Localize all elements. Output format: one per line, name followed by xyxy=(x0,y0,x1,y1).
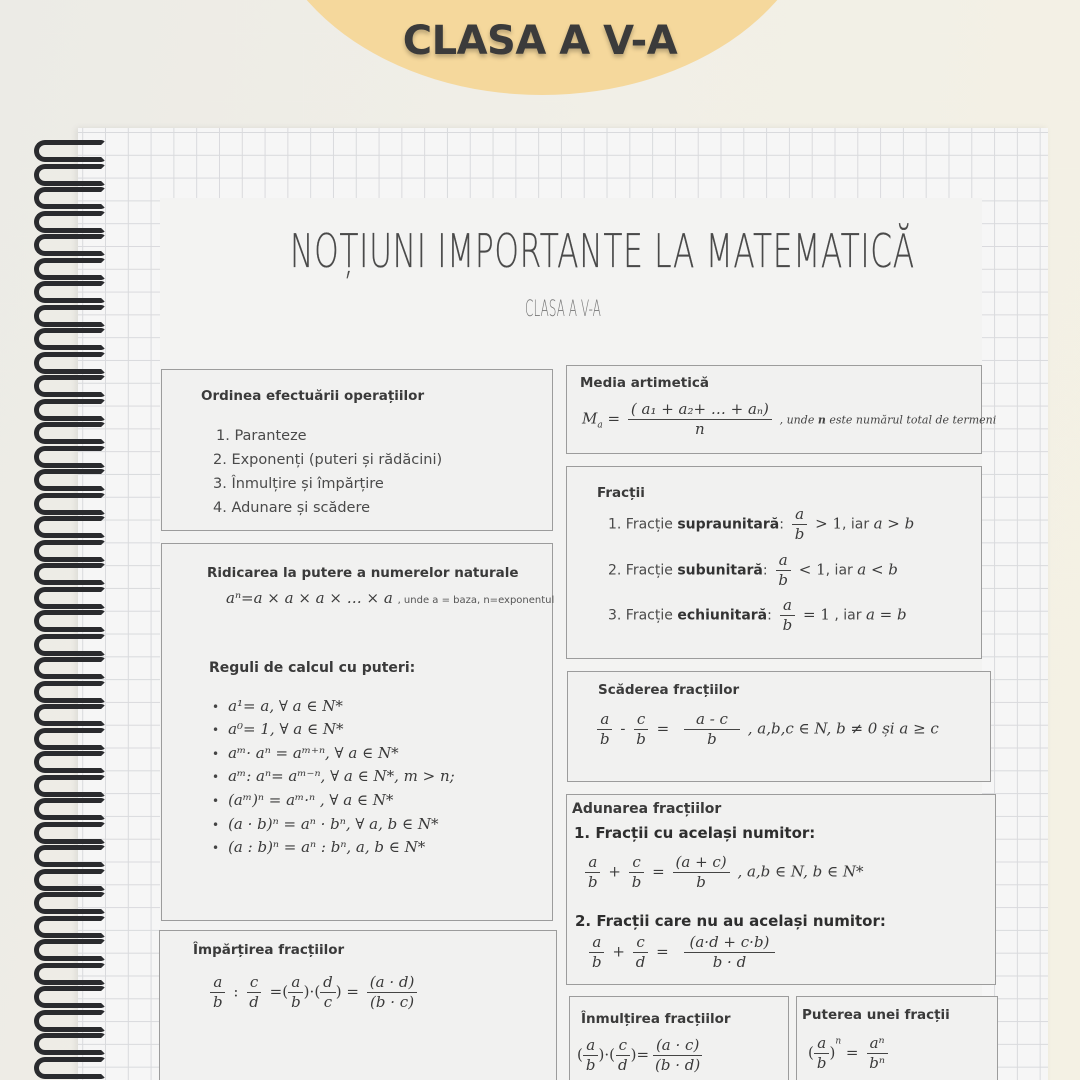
spiral-coil xyxy=(34,822,106,844)
addition-case2-formula: $\frac{a}{b}$ + $\frac{c}{d}$ = $\frac{(a\cdot d + c\cdot b)}{b \cdot d}$ xyxy=(586,933,778,972)
mean-fraction: $\frac{\text{( a₁ + a₂+ … + aₙ)}}{n}$ xyxy=(628,400,772,439)
fraction-type-proper: 2. Fracție subunitară: $\frac{a}{b}$ < 1, iar a < b xyxy=(608,551,898,589)
addition-heading: Adunarea fracțiilor xyxy=(572,801,722,817)
division-heading: Împărțirea fracțiilor xyxy=(193,942,345,958)
spiral-coil xyxy=(34,869,106,891)
spiral-coil xyxy=(34,1033,106,1055)
spiral-coil xyxy=(34,939,106,961)
spiral-coil xyxy=(34,892,106,914)
spiral-coil xyxy=(34,634,106,656)
spiral-coil xyxy=(34,516,106,538)
power-rule-5: • (aᵐ)ⁿ = aᵐ·ⁿ , ∀ a ∈ N* xyxy=(212,791,394,809)
spiral-coil xyxy=(34,140,106,162)
addition-case1-formula: $\frac{a}{b}$ + $\frac{c}{b}$ = $\frac{(a + c)}{b}$ , a,b ∈ N, b ∈ N* xyxy=(582,853,864,892)
arithmetic-mean-heading: Media artimetică xyxy=(580,375,709,391)
spiral-coil xyxy=(34,469,106,491)
addition-case1-heading: 1. Fracții cu același numitor: xyxy=(574,824,816,842)
spiral-coil xyxy=(34,681,106,703)
arithmetic-mean-formula: $M_a$ = $\frac{\text{( a₁ + a₂+ … + aₙ)}}{n}$ , unde n este numărul total de termeni xyxy=(582,400,997,438)
power-rule-4: • aᵐ: aⁿ= aᵐ⁻ⁿ, ∀ a ∈ N*, m > n; xyxy=(212,767,455,785)
mean-note: , unde n este numărul total de termeni xyxy=(779,413,997,427)
power-rule-2: • a⁰= 1, ∀ a ∈ N* xyxy=(212,720,344,738)
power-definition-formula: aⁿ=a × a × a × … × a , unde a = baza, n=exponentul xyxy=(226,589,555,607)
spiral-coil xyxy=(34,587,106,609)
mean-lhs: M xyxy=(582,409,598,428)
order-item-1: 1. Paranteze xyxy=(216,428,307,444)
spiral-coil xyxy=(34,775,106,797)
powers-heading: Ridicarea la putere a numerelor naturale xyxy=(207,565,519,581)
spiral-coil xyxy=(34,728,106,750)
division-formula: $\frac{a}{b}$ : $\frac{c}{d}$ =( $\frac{a}{b}$ )·( $\frac{d}{c}$ ) = $\frac{(a \cdot d)}{(b \cdot c)}$ xyxy=(207,973,420,1012)
fractions-heading: Fracții xyxy=(597,485,645,501)
order-of-operations-heading: Ordinea efectuării operațiilor xyxy=(201,388,425,404)
addition-case2-heading: 2. Fracții care nu au același numitor: xyxy=(575,912,886,930)
spiral-coil xyxy=(34,986,106,1008)
spiral-coil xyxy=(34,187,106,209)
power-rule-7: • (a : b)ⁿ = aⁿ : bⁿ, a, b ∈ N* xyxy=(212,838,426,856)
spiral-coil xyxy=(34,281,106,303)
spiral-coil xyxy=(34,751,106,773)
power-rules-heading: Reguli de calcul cu puteri: xyxy=(209,660,416,676)
spiral-coil xyxy=(34,540,106,562)
power-rule-1: • a¹= a, ∀ a ∈ N* xyxy=(212,697,343,715)
spiral-binding xyxy=(34,140,114,1080)
spiral-coil xyxy=(34,963,106,985)
power-rule-6: • (a · b)ⁿ = aⁿ · bⁿ, ∀ a, b ∈ N* xyxy=(212,815,439,833)
spiral-coil xyxy=(34,845,106,867)
spiral-coil xyxy=(34,610,106,632)
header-title: CLASA A V-A xyxy=(402,18,678,64)
sheet-title: NOȚIUNI IMPORTANTE LA MATEMATICĂ xyxy=(290,224,915,278)
sheet-subtitle: CLASA A V-A xyxy=(525,297,601,322)
spiral-coil xyxy=(34,916,106,938)
spiral-coil xyxy=(34,1057,106,1079)
spiral-coil xyxy=(34,422,106,444)
spiral-coil xyxy=(34,563,106,585)
subtraction-heading: Scăderea fracțiilor xyxy=(598,682,740,698)
fraction-power-heading: Puterea unei fracții xyxy=(802,1007,950,1023)
order-item-2: 2. Exponenți (puteri și rădăcini) xyxy=(213,452,443,468)
mean-lhs-sub: a xyxy=(597,420,603,431)
spiral-coil xyxy=(34,234,106,256)
spiral-coil xyxy=(34,1010,106,1032)
spiral-coil xyxy=(34,164,106,186)
spiral-coil xyxy=(34,399,106,421)
fraction-type-improper: 1. Fracție supraunitară: $\frac{a}{b}$ > 1, iar a > b xyxy=(608,505,915,543)
spiral-coil xyxy=(34,657,106,679)
subtraction-formula: $\frac{a}{b}$ - $\frac{c}{b}$ = $\frac{a - c}{b}$ , a,b,c ∈ N, b ≠ 0 și a ≥ c xyxy=(594,710,939,749)
order-item-3: 3. Înmulțire și împărțire xyxy=(213,476,384,492)
spiral-coil xyxy=(34,328,106,350)
fraction-power-formula: ( $\frac{a}{b}$ )$^n$ = $\frac{\text{aⁿ}}{\text{bⁿ}}$ xyxy=(808,1034,891,1073)
spiral-coil xyxy=(34,798,106,820)
spiral-coil xyxy=(34,704,106,726)
spiral-coil xyxy=(34,446,106,468)
spiral-coil xyxy=(34,211,106,233)
spiral-coil xyxy=(34,352,106,374)
spiral-coil xyxy=(34,493,106,515)
multiplication-formula: ( $\frac{a}{b}$ )·( $\frac{c}{d}$ )= $\frac{(a \cdot c)}{(b \cdot d)}$ xyxy=(577,1036,706,1075)
fraction-type-unit: 3. Fracție echiunitară: $\frac{a}{b}$ = 1 , iar a = b xyxy=(608,596,907,634)
multiplication-heading: Înmulțirea fracțiilor xyxy=(581,1011,731,1027)
spiral-coil xyxy=(34,375,106,397)
spiral-coil xyxy=(34,305,106,327)
power-rule-3: • aᵐ· aⁿ = aᵐ⁺ⁿ, ∀ a ∈ N* xyxy=(212,744,399,762)
order-item-4: 4. Adunare și scădere xyxy=(213,500,371,516)
spiral-coil xyxy=(34,258,106,280)
